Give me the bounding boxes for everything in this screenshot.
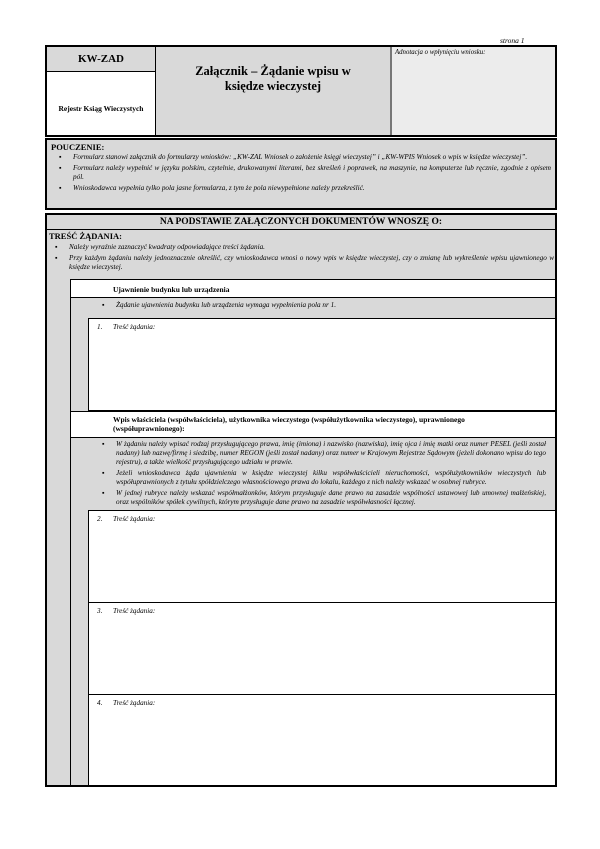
section2-item: ▪ W jednej rubryce należy wskazać współmałżonków, którym przysługuje dane prawo na zasadzie wspólności ustawowej lub umownej małżeńskiej, oraz wspólników spółek cywilnych, którym przysługuje dane prawo na zasadzie współwłasności łącznej. [116, 489, 546, 507]
form-title: Załącznik – Żądanie wpisu w księdze wieczystej [156, 47, 392, 135]
section-title-building: Ujawnienie budynku lub urządzenia [70, 279, 555, 298]
request-field-3[interactable] [88, 602, 555, 695]
field-number: 3. [97, 607, 103, 615]
section2-item: ▪ Jeżeli wnioskodawca żąda ujawnienia w księdze wieczystej kilku współwłaścicieli nieruchomości, współużytkowników wieczystych lub współuprawnionych z tytułu spółdzielczego własnościowego prawa do lokalu, każdego z nich należy wskazać w osobnej rubryce. [116, 469, 546, 487]
page-number: strona 1 [500, 36, 525, 45]
field-label: Treść żądania: [113, 607, 156, 615]
section1-list [116, 301, 546, 312]
request-item: ▪ Przy każdym żądaniu należy jednoznacznie określić, czy wnioskodawca wnosi o nowy wpis w księdze wieczystej, czy o zmianę lub wykreślenie wpisu ujawnionego w księdze wieczystej. [69, 254, 554, 272]
instructions-list [51, 152, 551, 193]
gutter-line [70, 298, 71, 786]
annotation-label: Adnotacja o wpłynięciu wniosku: [395, 49, 486, 56]
instruction-item: ▪ Formularz stanowi załącznik do formularzy wniosków: „KW-ZAL Wniosek o założenie księgi wieczystej” i „KW-WPIS Wniosek o wpis w księdze wieczystej”. [73, 153, 551, 162]
request-heading: TREŚĆ ŻĄDANIA: [49, 231, 122, 241]
annotation-field[interactable] [392, 47, 555, 135]
instruction-item: ▪ Formularz należy wypełnić w języku polskim, czytelnie, drukowanymi literami, bez skreśleń i poprawek, na maszynie, na komputerze lub ręcznie, zgodnie z opisem pól. [73, 164, 551, 182]
field-label: Treść żądania: [113, 515, 156, 523]
section-title-owner: Wpis właściciela (współwłaściciela), użytkownika wieczystego (współużytkownika wieczystego), uprawnionego (współuprawnionego): [70, 411, 555, 438]
instructions-heading: POUCZENIE: [51, 142, 105, 152]
request-field-4[interactable] [88, 694, 555, 785]
field-number: 1. [97, 323, 103, 331]
main-heading: NA PODSTAWIE ZAŁĄCZONYCH DOKUMENTÓW WNOSZĘ O: [47, 215, 555, 230]
form-code: KW-ZAD [47, 47, 156, 72]
instructions-box [45, 138, 557, 210]
request-list [49, 241, 554, 272]
request-field-2[interactable] [88, 510, 555, 603]
field-label: Treść żądania: [113, 699, 156, 707]
section1-item: ▪ Żądanie ujawnienia budynku lub urządzenia wymaga wypełnienia pola nr 1. [116, 301, 546, 310]
field-number: 4. [97, 699, 103, 707]
instruction-item: ▪ Wnioskodawca wypełnia tylko pola jasne formularza, z tym że pola niewypełnione należy przekreślić. [73, 184, 551, 193]
registry-name: Rejestr Ksiąg Wieczystych [47, 72, 156, 135]
section2-item: ▪ W żądaniu należy wpisać rodzaj przysługującego prawa, imię (imiona) i nazwisko (nazwiska), imię ojca i imię matki oraz numer PESEL (jeśli został nadany) lub nazwę/firmę i siedzibę, numer REGON (jeśli został nadany) oraz numer w Krajowym Rejestrze Sądowym (jeżeli dokonano wpisu do tego rejestru), a także wielkość przysługującego udziału w prawie. [116, 440, 546, 467]
request-instructions [49, 231, 554, 274]
field-label: Treść żądania: [113, 323, 156, 331]
request-item: ▪ Należy wyraźnie zaznaczyć kwadraty odpowiadające treści żądania. [69, 243, 554, 252]
field-number: 2. [97, 515, 103, 523]
section2-list [116, 440, 546, 509]
request-field-1[interactable] [88, 318, 555, 411]
